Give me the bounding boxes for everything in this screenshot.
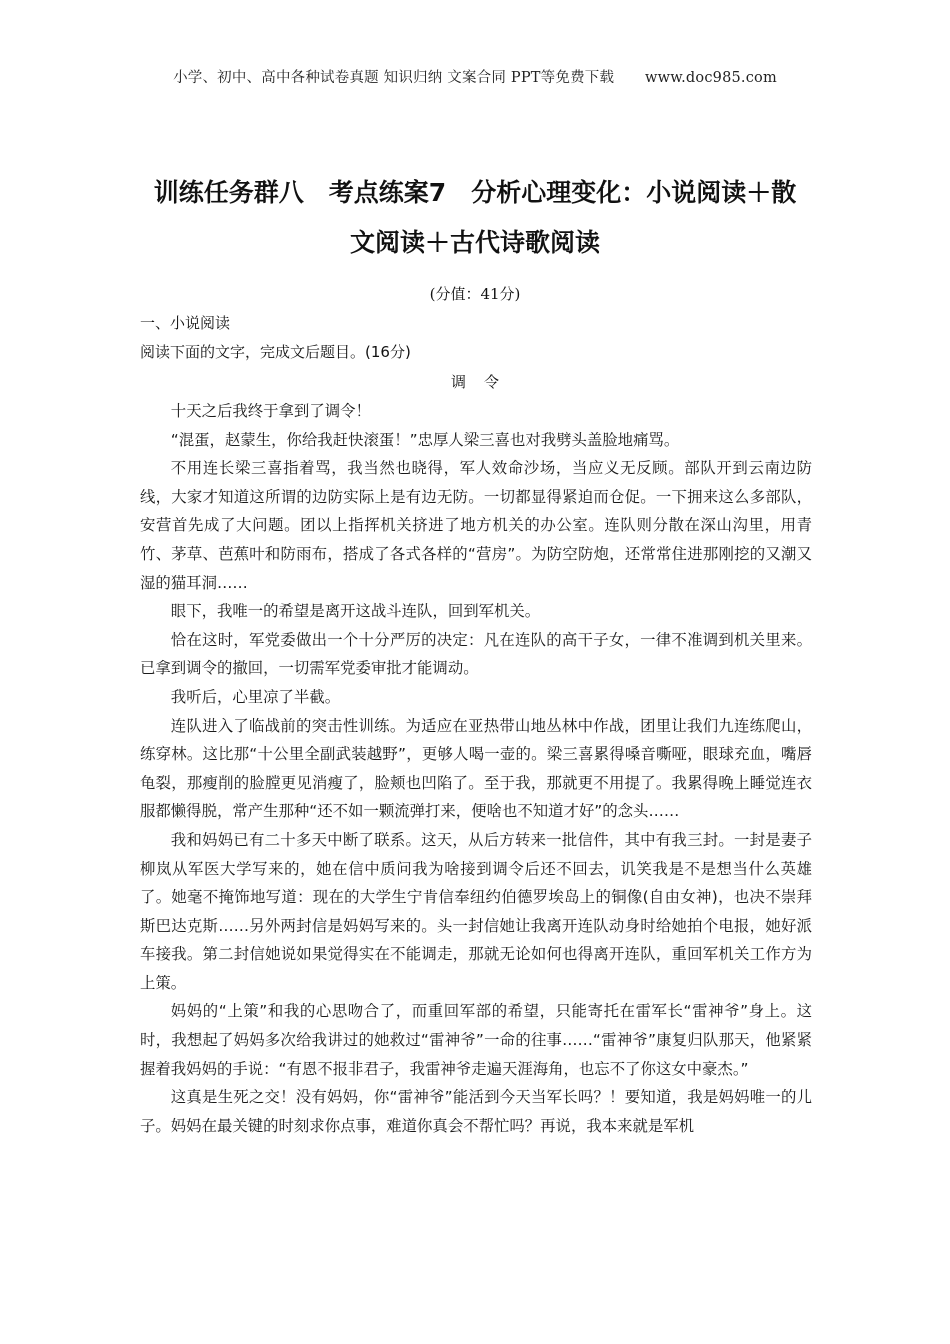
story-body	[140, 397, 812, 1140]
paragraph: 连队进入了临战前的突击性训练。为适应在亚热带山地丛林中作战，团里让我们九连练爬山，练穿林。这比那“十公里全副武装越野”，更够人喝一壶的。梁三喜累得嗓音嘶哑，眼球充血，嘴唇龟裂，那瘦削的脸膛更见消瘦了，脸颊也凹陷了。至于我，那就更不用提了。我累得晚上睡觉连衣服都懒得脱，常产生那种“还不如一颗流弹打来，便啥也不知道才好”的念头……	[140, 716, 812, 821]
score-value: (分值：41分)	[429, 285, 521, 303]
header-tagline: 小学、初中、高中各种试卷真题 知识归纳 文案合同 PPT等免费下载	[173, 70, 615, 86]
story-title: 调令	[450, 373, 517, 391]
paragraph: 不用连长梁三喜指着骂，我当然也晓得，军人效命沙场，当应义无反顾。部队开到云南边防线，大家才知道这所谓的边防实际上是有边无防。一切都显得紧迫而仓促。一下拥来这么多部队，安营首先成了大问题。团以上指挥机关挤进了地方机关的办公室。连队则分散在深山沟里，用青竹、茅草、芭蕉叶和防雨布，搭成了各式各样的“营房”。为防空防炮，还常常住进那刚挖的又潮又湿的猫耳洞……	[140, 459, 812, 592]
paragraph: 恰在这时，军党委做出一个十分严厉的决定：凡在连队的高干子女，一律不准调到机关里来。已拿到调令的撤回，一切需军党委审批才能调动。	[140, 630, 812, 678]
paragraph: 妈妈的“上策”和我的心思吻合了，而重回军部的希望，只能寄托在雷军长“雷神爷”身上。这时，我想起了妈妈多次给我讲过的她救过“雷神爷”一命的往事……“雷神爷”康复归队那天，他紧紧握着我妈妈的手说：“有恩不报非君子，我雷神爷走遍天涯海角，也忘不了你这女中豪杰。”	[140, 1002, 812, 1078]
paragraph: 眼下，我唯一的希望是离开这战斗连队，回到军机关。	[170, 602, 541, 621]
paragraph: 十天之后我终于拿到了调令！	[170, 402, 371, 420]
title-line-2: 文阅读＋古代诗歌阅读	[349, 228, 600, 257]
section-heading: 一、小说阅读	[140, 314, 231, 332]
title-line-1: 训练任务群八 考点练案7 分析心理变化：小说阅读＋散	[153, 178, 797, 207]
paragraph: 我听后，心里凉了半截。	[170, 687, 341, 706]
page-header	[0, 66, 950, 87]
paragraph: “混蛋，赵蒙生，你给我赶快滚蛋！”忠厚人梁三喜也对我劈头盖脸地痛骂。	[170, 430, 680, 449]
header-website[interactable]: www.doc985.com	[644, 70, 777, 86]
paragraph: 我和妈妈已有二十多天中断了联系。这天，从后方转来一批信件，其中有我三封。一封是妻子柳岚从军医大学写来的，她在信中质问我为啥接到调令后还不回去，讥笑我是不是想当什么英雄了。她毫不掩饰地写道：现在的大学生宁肯信奉纽约伯德罗埃岛上的铜像(自由女神)，也决不崇拜斯巴达克斯……另外两封信是妈妈写来的。头一封信她让我离开连队动身时给她拍个电报，她好派车接我。第二封信她说如果觉得实在不能调走，那就无论如何也得离开连队，重回军机关工作方为上策。	[140, 830, 812, 992]
paragraph: 这真是生死之交！没有妈妈，你“雷神爷”能活到今天当军长吗？！要知道，我是妈妈唯一的儿子。妈妈在最关键的时刻求你点事，难道你真会不帮忙吗？再说，我本来就是军机	[140, 1088, 812, 1135]
document-title	[140, 168, 810, 268]
reading-instruction: 阅读下面的文字，完成文后题目。(16分)	[140, 343, 411, 361]
